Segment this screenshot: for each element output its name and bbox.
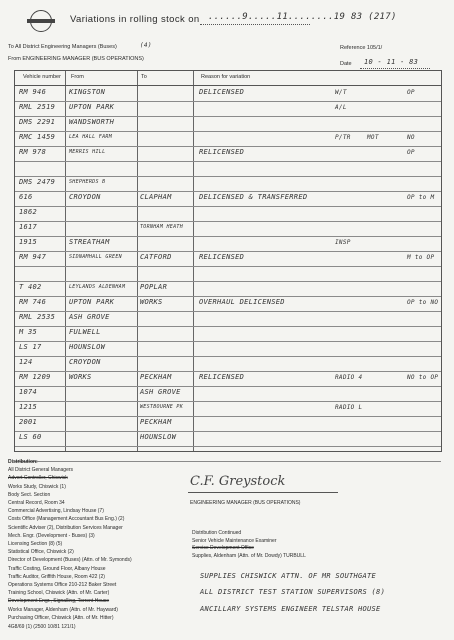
cell-from: ASH GROVE (69, 313, 110, 321)
cell-to: ASH GROVE (140, 388, 181, 396)
cell-vehicle-number: RM 947 (19, 253, 47, 261)
distribution-title: Distribution: (8, 459, 38, 465)
cell-extra-note: RADIO L (335, 404, 363, 411)
header-reason: Reason for variation (201, 74, 251, 80)
table-row (15, 236, 441, 252)
from-line: From ENGINEERING MANAGER (BUS OPERATIONS) (8, 56, 144, 62)
distribution-line: Advert Controller, Chiswick (8, 475, 68, 482)
distribution-continued-line: Service Development Office (192, 545, 254, 551)
cell-vehicle-number: RML 2535 (19, 313, 56, 321)
cell-status-change: NO to OP (407, 374, 439, 381)
distribution-line: Mech. Engr. (Development - Buses) (3) (8, 532, 95, 539)
cell-status-change: OP (407, 89, 415, 96)
cell-vehicle-number: 2001 (19, 418, 38, 426)
cell-vehicle-number: RM 1209 (19, 373, 51, 381)
cell-from: WANDSWORTH (69, 118, 115, 126)
table-row (15, 131, 441, 147)
cell-to: POPLAR (140, 283, 168, 291)
header-vehicle-number: Vehicle number (23, 74, 61, 80)
table-row (15, 176, 441, 192)
cell-vehicle-number: DMS 2291 (19, 118, 56, 126)
distribution-line: Costs Office (Management Accountant Bus Eng.) (2) (8, 516, 125, 523)
distribution-line: Training School, Chiswick (Attn. of Mr. Carter) (8, 590, 110, 597)
distribution-line: Traffic Costing, Ground Floor, Albany House (8, 565, 106, 572)
table-row (15, 326, 441, 342)
distribution-line: Purchasing Officer, Chiswick (Attn. of Mr. Hitter) (8, 614, 114, 621)
distribution-continued (192, 530, 306, 560)
table-row (15, 401, 441, 417)
cell-reason: OVERHAUL DELICENSED (199, 298, 285, 306)
handwritten-note: ALL DISTRICT TEST STATION SUPERVISORS (8) (200, 588, 386, 596)
cell-from: SIDNAMHALL GREEN (69, 254, 122, 260)
distribution-list (8, 458, 188, 622)
title-dotted-line (200, 24, 310, 25)
distribution-line: Commercial Advertising, Lindsay House (7) (8, 508, 104, 515)
table-row (15, 371, 441, 387)
date-dotted-line (360, 68, 430, 69)
cell-to: WORKS (140, 298, 163, 306)
london-transport-roundel-logo (30, 10, 52, 32)
date-value: 10 - 11 - 83 (364, 58, 419, 66)
table-row (15, 146, 441, 162)
cell-from: LEA HALL FARM (69, 134, 113, 140)
cell-from: MERRIS HILL (69, 149, 106, 155)
cell-reason: RELICENSED (199, 253, 245, 261)
signature-caption: ENGINEERING MANAGER (BUS OPERATIONS) (190, 500, 301, 506)
cell-from: FULWELL (69, 328, 101, 336)
cell-vehicle-number: RM 746 (19, 298, 47, 306)
distribution-line: Director of Development (Buses) (Attn. of Mr. Symonds) (8, 557, 132, 564)
cell-extra-note: RADIO 4 (335, 374, 363, 381)
cell-from: WORKS (69, 373, 92, 381)
cell-to: TORNHAM HEATH (140, 224, 184, 230)
distribution-line: Central Record, Room 34 (8, 500, 65, 507)
distribution-line: Body Sect. Section (8, 491, 51, 498)
cell-reason: DELICENSED & TRANSFERRED (199, 193, 308, 201)
to-count-handwritten: (4) (140, 42, 152, 49)
cell-to: PECKHAM (140, 373, 172, 381)
table-row (15, 416, 441, 432)
cell-from: HOUNSLOW (69, 343, 106, 351)
cell-extra-note: W/T (335, 89, 347, 96)
cell-to: PECKHAM (140, 418, 172, 426)
cell-to: HOUNSLOW (140, 433, 177, 441)
distribution-lines (8, 466, 188, 622)
cell-vehicle-number: M 35 (19, 328, 38, 336)
table-row (15, 431, 441, 447)
table-row (15, 281, 441, 297)
cell-status-change: OP (407, 149, 415, 156)
cell-vehicle-number: 1617 (19, 223, 38, 231)
cell-from: KINGSTON (69, 88, 106, 96)
cell-reason: RELICENSED (199, 148, 245, 156)
table-row (15, 266, 441, 282)
table-row (15, 356, 441, 372)
cell-reason: RELICENSED (199, 373, 245, 381)
distribution-line: Works Manager, Aldenham (Attn. of Mr. Hayward) (8, 606, 118, 613)
signature-rule (188, 492, 338, 493)
table-row (15, 341, 441, 357)
distribution-continued-line: Supplies, Aldenham (Attn. of Mr. Dowdy) TURBULL (192, 552, 306, 559)
table-row (15, 116, 441, 132)
cell-vehicle-number: 1074 (19, 388, 38, 396)
distribution-continued-line: Distribution Continued (192, 530, 242, 536)
table-row (15, 191, 441, 207)
cell-extra-note: P/TR (335, 134, 351, 141)
cell-from: CROYDON (69, 358, 101, 366)
cell-vehicle-number: RM 946 (19, 88, 47, 96)
cell-reason: DELICENSED (199, 88, 245, 96)
cell-from: SHEPHERDS B (69, 179, 106, 185)
cell-from: UPTON PARK (69, 103, 115, 111)
cell-to: WESTBOURNE PK (140, 404, 184, 410)
distribution-line: Traffic Auditor, Griffith House, Room 422 (2) (8, 573, 105, 580)
document-title: Variations in rolling stock on (70, 14, 200, 25)
cell-vehicle-number: LS 17 (19, 343, 42, 351)
cell-vehicle-number: 616 (19, 193, 33, 201)
cell-from: CROYDON (69, 193, 101, 201)
table-row (15, 221, 441, 237)
cell-to: CATFORD (140, 253, 172, 261)
cell-from: UPTON PARK (69, 298, 115, 306)
variations-table (14, 70, 442, 452)
handwritten-note: ANCILLARY SYSTEMS ENGINEER TELSTAR HOUSE (200, 605, 381, 613)
cell-from: STREATHAM (69, 238, 110, 246)
date-label: Date (340, 61, 352, 67)
cell-status-change: OP to NO (407, 299, 439, 306)
cell-vehicle-number: 1915 (19, 238, 38, 246)
distribution-continued-line: Senior Vehicle Maintenance Examiner (192, 537, 277, 544)
cell-vehicle-number: LS 60 (19, 433, 42, 441)
handwritten-note: SUPPLIES CHISWICK ATTN. OF MR SOUTHGATE (200, 572, 377, 580)
to-line: To All District Engineering Managers (Buses) (8, 44, 117, 50)
cell-vehicle-number: 1215 (19, 403, 38, 411)
cell-status-change: OP to M (407, 194, 435, 201)
table-row (15, 251, 441, 267)
cell-status-change: NO (407, 134, 415, 141)
table-row (15, 296, 441, 312)
signature: C.F. Greystock (190, 474, 286, 489)
distribution-line: All District General Managers (8, 467, 74, 474)
table-row (15, 311, 441, 327)
cell-from: LEYLANDS ALDENHAM (69, 284, 126, 290)
cell-extra-note: A/L (335, 104, 347, 111)
distribution-line: Scientific Adviser (2), Distribution Services Manager (8, 524, 123, 531)
table-row (15, 86, 441, 102)
cell-vehicle-number: DMS 2479 (19, 178, 56, 186)
cell-vehicle-number: T 402 (19, 283, 42, 291)
cell-vehicle-number: RML 2519 (19, 103, 56, 111)
reference-label: Reference 105/1/ (340, 45, 383, 51)
distribution-line: Licensing Section (8) (5) (8, 541, 63, 548)
header-to: To (141, 74, 147, 80)
cell-vehicle-number: 1862 (19, 208, 38, 216)
table-row (15, 101, 441, 117)
distribution-line: Works Study, Chiswick (1) (8, 483, 66, 490)
cell-extra-note: MOT (367, 134, 379, 141)
cell-vehicle-number: RMC 1459 (19, 133, 56, 141)
cell-vehicle-number: RM 978 (19, 148, 47, 156)
distribution-line: Operations Systems Office 210-212 Baker Street (8, 582, 117, 589)
cell-to: CLAPHAM (140, 193, 172, 201)
cell-status-change: M to OP (407, 254, 435, 261)
table-row (15, 161, 441, 177)
title-date-handwritten: ......9.....11........19 83 (217) (208, 12, 397, 22)
table-row (15, 386, 441, 402)
header-from: From (71, 74, 84, 80)
distribution-line: Development Engr., Signalling, Torrent House (8, 598, 110, 605)
cell-vehicle-number: 124 (19, 358, 33, 366)
table-row (15, 206, 441, 222)
form-code: 4G8/69 (1) (2500 10/81 121/1) (8, 624, 76, 630)
cell-extra-note: INSP (335, 239, 351, 246)
distribution-line: Statistical Office, Chiswick (2) (8, 549, 74, 556)
